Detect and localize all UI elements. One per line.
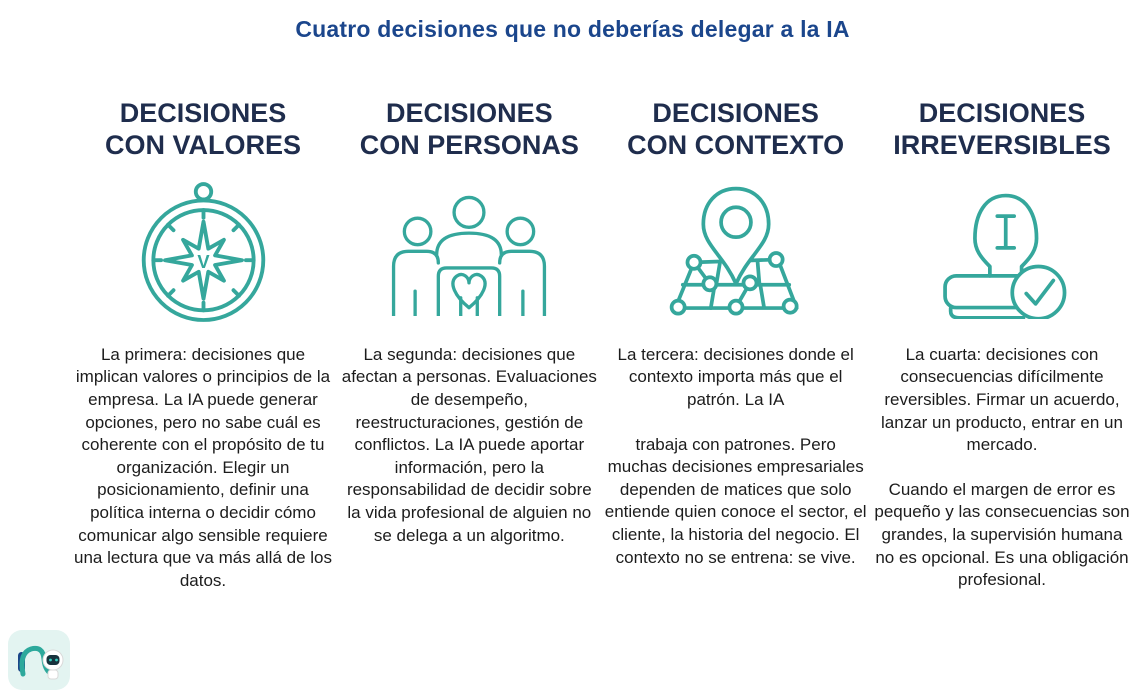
column-paragraph: Cuando el margen de error es pequeño y las consecuencias son grandes, la supervisión humana no es opcional. Es una obligación profesional. — [874, 479, 1130, 590]
heading-line: DECISIONES — [918, 98, 1086, 128]
column-contexto — [605, 97, 867, 614]
column-heading — [72, 97, 334, 162]
heading-line: CON CONTEXTO — [627, 130, 845, 161]
map-pin-icon — [605, 178, 867, 328]
stamp-icon — [871, 178, 1133, 328]
columns-container — [0, 97, 1145, 614]
column-body — [605, 344, 867, 569]
column-paragraph: La cuarta: decisiones con consecuencias difícilmente reversibles. Firmar un acuerdo, lanzar un producto, entrar en un mercado. — [881, 344, 1123, 455]
heading-line: CON VALORES — [104, 130, 301, 161]
svg-text:V: V — [196, 251, 210, 273]
column-paragraph: La tercera: decisiones donde el contexto importa más que el patrón. La IA — [617, 344, 854, 409]
column-irreversibles — [871, 97, 1133, 614]
heading-line: IRREVERSIBLES — [893, 130, 1111, 161]
column-heading — [338, 97, 600, 162]
heading-line: DECISIONES — [652, 98, 819, 128]
compass-icon — [72, 178, 334, 328]
column-body — [871, 344, 1133, 592]
column-paragraph: La segunda: decisiones que afectan a personas. Evaluaciones de desempeño, reestructuraciones, gestión de conflictos. La IA puede aportar información, pero la responsabilidad de decidir sobre la vida profesional de alguien no se delega a un algoritmo. — [341, 344, 597, 545]
heading-line: DECISIONES — [386, 98, 553, 128]
column-valores — [72, 97, 334, 614]
column-heading — [871, 97, 1133, 162]
column-body — [72, 344, 334, 593]
column-heading — [605, 97, 867, 162]
heading-line: CON PERSONAS — [359, 130, 579, 161]
heading-line: DECISIONES — [119, 98, 287, 128]
column-body — [338, 344, 600, 547]
column-paragraph: La primera: decisiones que implican valores o principios de la empresa. La IA puede generar opciones, pero no sabe cuál es coherente con el propósito de tu organización. Elegir un posicionamiento, definir una política interna o decidir cómo comunicar algo sensible requiere una lectura que va más allá de los datos. — [74, 344, 332, 590]
page-title: Cuatro decisiones que no deberías delegar a la IA — [295, 16, 850, 42]
robot-mascot-logo — [8, 630, 70, 690]
column-paragraph: trabaja con patrones. Pero muchas decisiones empresariales dependen de matices que solo entiende quien conoce el sector, el cliente, la historia del negocio. El contexto no se entrena: se vive. — [604, 434, 867, 567]
column-personas — [338, 97, 600, 614]
people-heart-icon — [338, 178, 600, 328]
